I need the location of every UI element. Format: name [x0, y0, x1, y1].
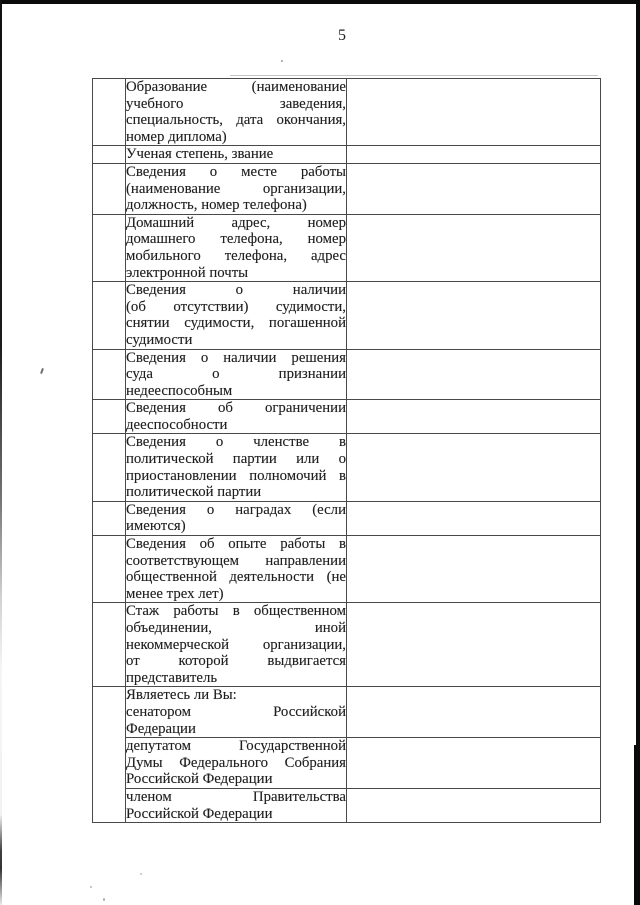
scan-speck: [103, 898, 105, 901]
table-row: [93, 603, 601, 687]
field-label-line: Федерации: [126, 720, 196, 737]
field-label-cell: [126, 282, 347, 349]
table-row: [93, 163, 601, 214]
field-label-line: имеются): [126, 518, 186, 535]
row-number-cell: [93, 163, 126, 214]
row-number-cell: [93, 349, 126, 400]
table-row: [93, 146, 601, 164]
field-label-cell: [126, 603, 347, 687]
field-label-line: Российской Федерации: [126, 771, 273, 788]
value-cell: [347, 738, 601, 789]
field-label-line: от которой выдвигается: [126, 653, 346, 670]
field-label-line: Сведения об ограничении: [126, 400, 346, 417]
field-label-line: Сведения о месте работы: [126, 163, 346, 180]
value-cell: [347, 501, 601, 535]
scan-speck: [90, 886, 92, 888]
field-label-cell: [126, 501, 347, 535]
table-row: [93, 788, 601, 822]
field-label-line: Сведения о членстве в: [126, 434, 346, 451]
field-label-line: электронной почты: [126, 264, 249, 281]
table-row: [93, 687, 601, 738]
field-label-cell: [126, 536, 347, 603]
value-cell: [347, 79, 601, 146]
field-label-line: Образование (наименование: [126, 79, 346, 95]
field-label-cell: [126, 79, 347, 146]
row-number-cell: [93, 603, 126, 687]
field-label-line: Сведения о наличии: [126, 282, 346, 299]
value-cell: [347, 434, 601, 501]
scan-speck: [140, 873, 142, 875]
field-label-cell: [126, 146, 347, 164]
field-label-line: недееспособным: [126, 382, 233, 399]
field-label-line: Стаж работы в общественном: [126, 603, 346, 620]
field-label-line: судимости: [126, 331, 193, 348]
field-label-line: депутатом Государственной: [126, 738, 346, 755]
table-row: [93, 79, 601, 146]
table-row: [93, 434, 601, 501]
row-number-cell: [93, 282, 126, 349]
value-cell: [347, 349, 601, 400]
field-label-line: Российской Федерации: [126, 805, 273, 822]
field-label-line: специальность, дата окончания,: [126, 112, 346, 129]
field-label-line: должность, номер телефона): [126, 197, 307, 214]
row-number-cell: [93, 536, 126, 603]
field-label-line: мобильного телефона, адрес: [126, 247, 346, 264]
scan-edge-left: [0, 0, 2, 905]
field-label-line: менее трех лет): [126, 585, 224, 602]
scan-edge-right-lower: [634, 745, 640, 905]
value-cell: [347, 788, 601, 822]
value-cell: [347, 214, 601, 281]
value-cell: [347, 400, 601, 434]
value-cell: [347, 282, 601, 349]
row-number-cell: [93, 146, 126, 164]
field-label-line: некоммерческой организации,: [126, 636, 346, 653]
field-label-line: домашнего телефона, номер: [126, 231, 346, 248]
field-label-cell: [126, 687, 347, 738]
row-number-cell: [93, 434, 126, 501]
page-number: 5: [338, 27, 346, 44]
field-label-line: номер диплома): [126, 128, 227, 145]
table-row: [93, 536, 601, 603]
field-label-line: представитель: [126, 669, 218, 686]
field-label-cell: [126, 788, 347, 822]
row-number-cell: [93, 687, 126, 823]
table-row: [93, 501, 601, 535]
candidate-info-table: [92, 78, 601, 823]
row-number-cell: [93, 501, 126, 535]
field-label-line: Сведения об опыте работы в: [126, 536, 346, 553]
field-label-cell: [126, 214, 347, 281]
field-label-line: Думы Федерального Собрания: [126, 754, 346, 771]
table-row: [93, 400, 601, 434]
field-label-line: сенатором Российской: [126, 703, 346, 720]
field-label-cell: [126, 400, 347, 434]
table-row: [93, 282, 601, 349]
field-label-line: Домашний адрес, номер: [126, 214, 346, 231]
field-label-line: Сведения о наличии решения: [126, 349, 346, 366]
field-label-line: учебного заведения,: [126, 95, 346, 112]
value-cell: [347, 687, 601, 738]
field-label-cell: [126, 349, 347, 400]
row-number-cell: [93, 79, 126, 146]
row-number-cell: [93, 400, 126, 434]
field-label-line: (об отсутствии) судимости,: [126, 298, 346, 315]
field-label-line: Ученая степень, звание: [126, 146, 274, 163]
table-row: [93, 349, 601, 400]
field-label-line: общественной деятельности (не: [126, 569, 346, 586]
field-label-line: суда о признании: [126, 366, 346, 383]
field-label-line: политической партии или о: [126, 451, 346, 468]
field-label-line: Сведения о наградах (если: [126, 501, 346, 518]
stray-pen-mark: [40, 368, 44, 374]
field-label-line: политической партии: [126, 484, 262, 501]
row-number-cell: [93, 214, 126, 281]
value-cell: [347, 163, 601, 214]
table-row: [93, 738, 601, 789]
value-cell: [347, 536, 601, 603]
field-label-line: членом Правительства: [126, 788, 346, 805]
scan-ghost-line: [230, 75, 598, 76]
field-label-line: соответствующем направлении: [126, 552, 346, 569]
scan-edge-top: [0, 0, 640, 4]
field-label-cell: [126, 738, 347, 789]
value-cell: [347, 146, 601, 164]
field-label-line: снятии судимости, погашенной: [126, 315, 346, 332]
field-label-line: объединении, иной: [126, 620, 346, 636]
table-row: [93, 214, 601, 281]
scan-speck: [281, 60, 283, 62]
field-label-line: (наименование организации,: [126, 180, 346, 197]
field-label-cell: [126, 163, 347, 214]
field-label-line: приостановлении полномочий в: [126, 467, 346, 484]
field-label-line: Являетесь ли Вы:: [126, 687, 237, 704]
value-cell: [347, 603, 601, 687]
candidate-info-table-body: [93, 79, 601, 823]
field-label-line: дееспособности: [126, 416, 228, 433]
field-label-cell: [126, 434, 347, 501]
